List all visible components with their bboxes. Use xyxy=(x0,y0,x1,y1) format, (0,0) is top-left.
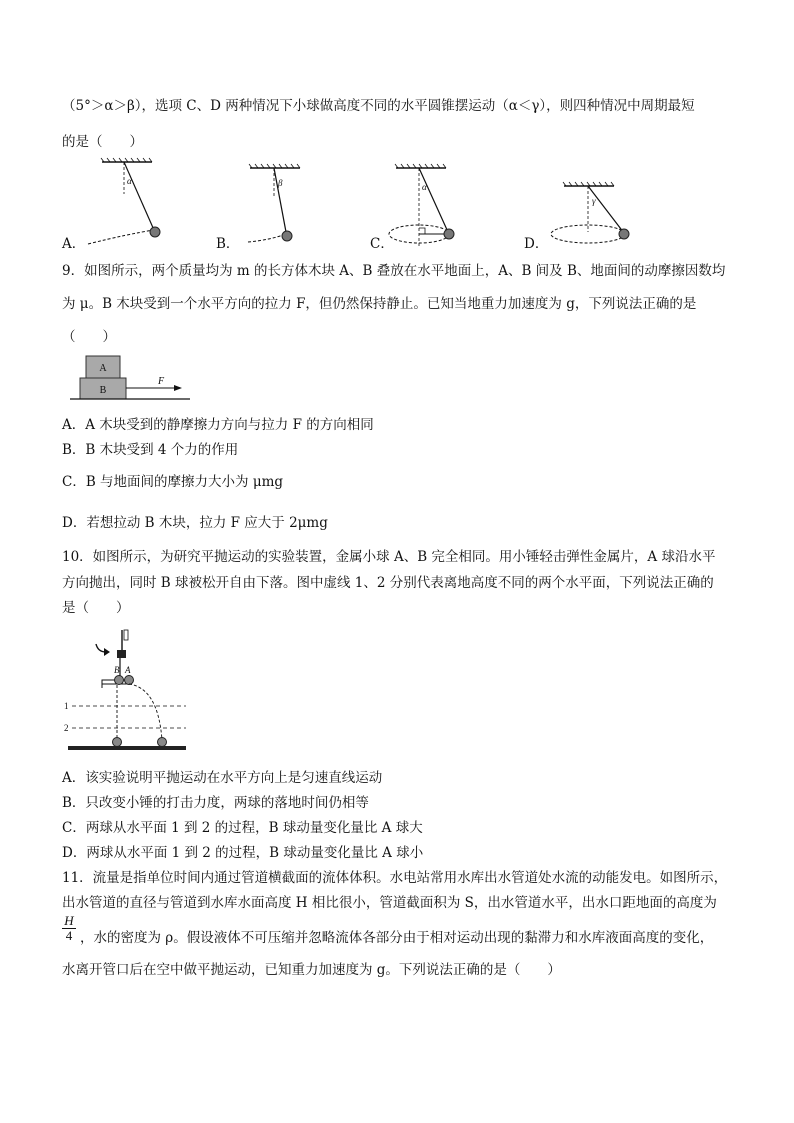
q8-angle-d-label: γ xyxy=(592,196,596,206)
q9-option-c: C．B 与地面间的摩擦力大小为 μmg xyxy=(62,474,284,490)
q9-option-b: B．B 木块受到 4 个力的作用 xyxy=(62,442,239,458)
q8-pendulum-d-figure xyxy=(540,182,632,252)
q10-option-c: C．两球从水平面 1 到 2 的过程，B 球动量变化量比 A 球大 xyxy=(62,820,423,836)
q10-option-b: B．只改变小锤的打击力度，两球的落地时间仍相等 xyxy=(62,795,369,811)
q11-text-line1: 11．流量是指单位时间内通过管道横截面的流体体积。水电站常用水库出水管道处水流的动能发电。如图所示， xyxy=(62,870,728,886)
q8-angle-c-label: α xyxy=(422,182,427,192)
q9-block-a-label: A xyxy=(99,363,107,374)
q8-pendulum-a-figure xyxy=(88,158,198,248)
q9-text-line1: 9．如图所示，两个质量均为 m 的长方体木块 A、B 叠放在水平地面上，A、B 间及 B、地面间的动摩擦因数均 xyxy=(62,263,726,279)
q10-option-d: D．两球从水平面 1 到 2 的过程，B 球动量变化量比 A 球小 xyxy=(62,845,424,861)
q9-force-label: F xyxy=(158,376,165,387)
q8-angle-b-label: β xyxy=(278,178,283,188)
q9-text-line3: （ ） xyxy=(62,329,116,345)
q8-option-b-label: B． xyxy=(216,236,240,252)
q11-text-line3: ，水的密度为 ρ。假设液体不可压缩并忽略流体各部分由于相对运动出现的黏滞力和水库液面高度的变化， xyxy=(80,930,714,946)
q8-option-d-label: D． xyxy=(524,236,549,252)
q10-ball-b-label: B xyxy=(114,665,120,675)
q8-pendulum-b-figure xyxy=(244,164,314,249)
q8-pendulum-c-figure xyxy=(390,164,480,249)
q8-option-c-label: C． xyxy=(370,236,394,252)
q9-blocks-figure xyxy=(70,354,190,402)
q11-text-line2: 出水管道的直径与管道到水库水面高度 H 相比很小，管道截面积为 S，出水管道水平，出水口距地面的高度为 xyxy=(62,895,717,911)
q11-fraction-denominator: 4 xyxy=(65,928,73,943)
q10-level-2-label: 2 xyxy=(64,723,69,733)
q10-text-line1: 10．如图所示，为研究平抛运动的实验装置，金属小球 A、B 完全相同。用小锤轻击弹性金属片，A 球沿水平 xyxy=(62,549,716,565)
q10-text-line3: 是（ ） xyxy=(62,600,130,616)
q9-text-line2: 为 μ。B 木块受到一个水平方向的拉力 F，但仍然保持静止。已知当地重力加速度为 g，下列说法正确的是 xyxy=(62,296,697,312)
q8-angle-a-label: α xyxy=(127,176,132,186)
q10-projectile-apparatus-figure xyxy=(62,628,192,758)
q9-option-d: D．若想拉动 B 木块，拉力 F 应大于 2μmg xyxy=(62,515,328,531)
q8-text-line2: 的是（ ） xyxy=(62,134,143,150)
q10-option-a: A．该实验说明平抛运动在水平方向上是匀速直线运动 xyxy=(62,770,383,786)
q11-fraction-h-over-4 xyxy=(62,914,76,943)
q8-option-a-label: A． xyxy=(62,236,86,252)
q11-fraction-numerator: H xyxy=(62,914,76,929)
q9-option-a: A．A 木块受到的静摩擦力方向与拉力 F 的方向相同 xyxy=(62,417,374,433)
q10-text-line2: 方向抛出，同时 B 球被松开自由下落。图中虚线 1、2 分别代表离地高度不同的两个水平面，下列说法正确的 xyxy=(62,575,714,591)
q10-ball-a-label: A xyxy=(125,665,131,675)
q11-text-line4: 水离开管口后在空中做平抛运动，已知重力加速度为 g。下列说法正确的是（ ） xyxy=(62,962,561,978)
q9-block-b-label: B xyxy=(99,385,107,396)
q8-text-line1: （5°＞α＞β），选项 C、D 两种情况下小球做高度不同的水平圆锥摆运动（α＜γ），则四种情况中周期最短 xyxy=(62,98,695,114)
q10-level-1-label: 1 xyxy=(64,701,69,711)
